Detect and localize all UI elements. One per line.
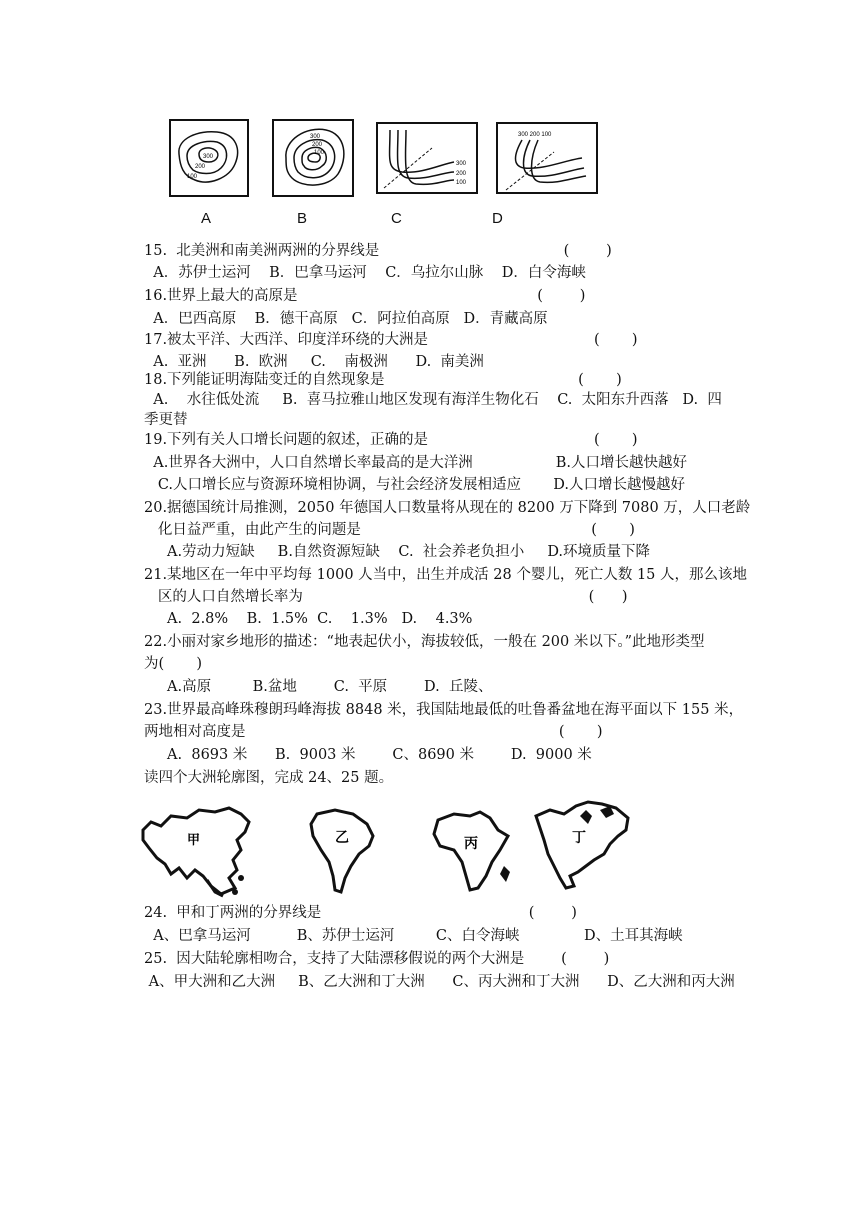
question-22-options: A.高原 B.盆地 C. 平原 D. 丘陵、: [144, 679, 493, 695]
contour-label: 300: [203, 154, 214, 160]
question-23-stem: 23.世界最高峰珠穆朗玛峰海拔 8848 米，我国陆地最低的吐鲁番盆地在海平面以下 155 米，: [144, 702, 744, 718]
contour-label: 100: [187, 174, 198, 180]
question-21-stem-cont: 区的人口自然增长率为 ( ): [144, 589, 628, 605]
question-22-stem: 22.小丽对家乡地形的描述：“地表起伏小，海拔较低，一般在 200 米以下。”此地形类型: [144, 634, 705, 650]
question-22-stem-cont: 为( ): [144, 656, 203, 672]
question-18-options-cont: 季更替: [144, 412, 188, 428]
continent-label-ding: 丁: [572, 830, 586, 846]
continent-label-jia: 甲: [187, 833, 201, 848]
figure-d-caption: D: [492, 210, 503, 227]
continent-map-jia: [137, 800, 257, 900]
contour-label: 100: [314, 150, 325, 156]
continent-map-yi: [305, 806, 380, 896]
question-21-options: A. 2.8% B. 1.5% C. 1.3% D. 4.3%: [144, 611, 473, 627]
continent-label-yi: 乙: [335, 830, 349, 846]
question-19-options-ab: A.世界各大洲中，人口自然增长率最高的是大洋洲 B.人口增长越快越好: [144, 455, 688, 471]
map-instruction: 读四个大洲轮廓图，完成 24、25 题。: [144, 770, 394, 786]
question-17-options: A. 亚洲 B. 欧洲 C. 南极洲 D. 南美洲: [144, 354, 484, 370]
contour-label: 200: [195, 164, 206, 170]
figure-b-caption: B: [297, 210, 308, 227]
question-20-stem-cont: 化日益严重，由此产生的问题是 ( ): [144, 522, 635, 538]
question-19-stem: 19.下列有关人口增长问题的叙述，正确的是 ( ): [144, 432, 638, 448]
contour-label: 200: [312, 142, 323, 148]
question-25-stem: 25. 因大陆轮廓相吻合，支持了大陆漂移假说的两个大洲是 ( ): [144, 951, 610, 967]
continent-map-ding: [530, 796, 640, 896]
figure-c-caption: C: [391, 210, 402, 227]
contour-label: 300: [456, 161, 467, 167]
question-16-stem: 16.世界上最大的高原是 ( ): [144, 288, 586, 304]
question-20-options: A.劳动力短缺 B.自然资源短缺 C. 社会养老负担小 D.环境质量下降: [144, 544, 651, 560]
question-16-options: A．巴西高原 B．德干高原 C．阿拉伯高原 D．青藏高原: [144, 311, 548, 327]
question-23-stem-cont: 两地相对高度是 ( ): [144, 724, 603, 740]
question-15-stem: 15. 北美洲和南美洲两洲的分界线是 ( ): [144, 243, 612, 259]
question-24-stem: 24. 甲和丁两洲的分界线是 ( ): [144, 905, 577, 921]
contour-figure-c: [372, 118, 482, 198]
contour-figure-b: [268, 118, 358, 198]
contour-label: 300: [310, 134, 321, 140]
question-18-options: A. 水往低处流 B. 喜马拉雅山地区发现有海洋生物化石 C. 太阳东升西落 D. 四: [144, 392, 722, 408]
contour-figure-a: [165, 118, 255, 198]
contour-figure-d: [492, 118, 602, 198]
question-20-stem: 20.据德国统计局推测，2050 年德国人口数量将从现在的 8200 万下降到 7080 万，人口老龄: [144, 500, 751, 516]
question-25-options: A、甲大洲和乙大洲 B、乙大洲和丁大洲 C、丙大洲和丁大洲 D、乙大洲和丙大洲: [144, 974, 735, 990]
contour-label: 200: [456, 171, 467, 177]
continent-label-bing: 丙: [464, 836, 478, 852]
question-19-options-cd: C.人口增长应与资源环境相协调，与社会经济发展相适应 D.人口增长越慢越好: [144, 477, 685, 493]
question-21-stem: 21.某地区在一年中平均每 1000 人当中，出生并成活 28 个婴儿，死亡人数 15 人，那么该地: [144, 567, 748, 583]
figure-a-caption: A: [201, 210, 212, 227]
question-24-options: A、巴拿马运河 B、苏伊士运河 C、白令海峡 D、土耳其海峡: [144, 928, 683, 944]
contour-label: 300 200 100: [518, 132, 552, 138]
contour-label: 100: [456, 180, 467, 186]
question-18-stem: 18.下列能证明海陆变迁的自然现象是 ( ): [144, 372, 622, 388]
question-23-options: A. 8693 米 B. 9003 米 C、8690 米 D. 9000 米: [144, 747, 592, 763]
question-17-stem: 17.被太平洋、大西洋、印度洋环绕的大洲是 ( ): [144, 332, 638, 348]
continent-map-bing: [428, 806, 518, 896]
question-15-options: A．苏伊士运河 B．巴拿马运河 C．乌拉尔山脉 D．白令海峡: [144, 265, 586, 281]
